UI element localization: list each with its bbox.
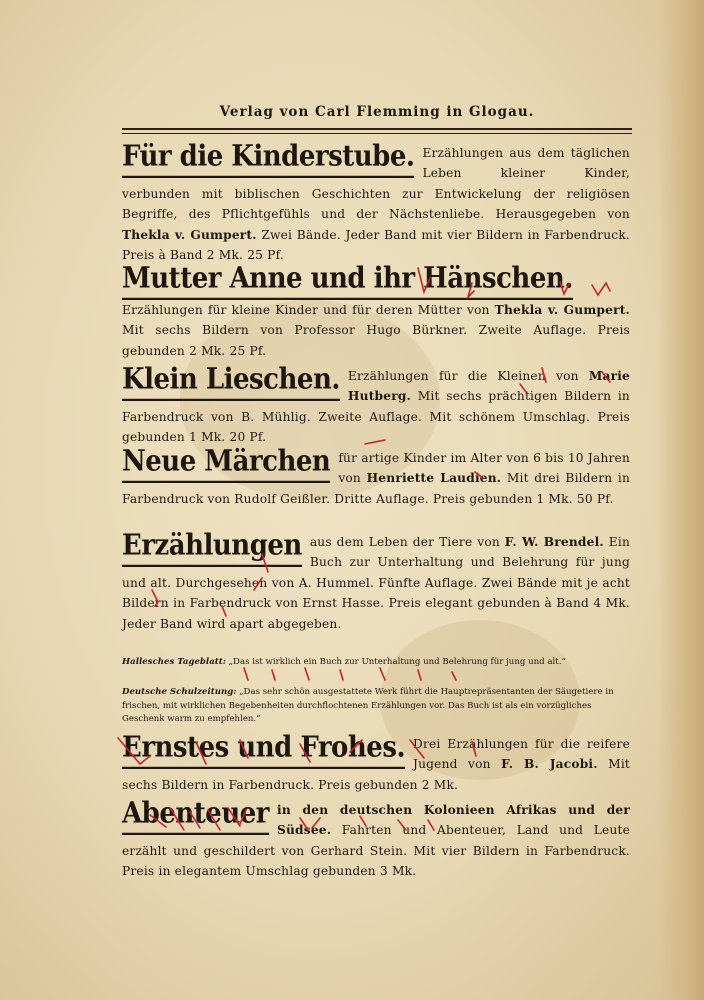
book-title: Abenteuer	[122, 796, 269, 835]
description-text: Mit sechs Bildern in Farbendruck. Preis gebunden 2 Mk.	[122, 757, 631, 792]
description-text: Erzählungen für kleine Kinder und für deren Mütter von	[122, 303, 490, 317]
book-title: Klein Lieschen.	[122, 362, 340, 401]
review-quote	[122, 686, 622, 727]
paper-edge	[658, 0, 704, 1000]
header-rule	[122, 128, 632, 134]
description-text: Fahrten und Abenteuer, Land und Leute erzählt und geschildert von Gerhard Stein. Mit vier Bildern in Farbendruck. Preis in elegantem Umschlag gebunden 3 Mk.	[122, 823, 631, 879]
description-text: Ein Buch zur Unterhaltung und Belehrung für jung und alt. Durchgesehen von A. Hummel. Fünfte Auflage. Zwei Bände mit je acht Bildern in Farbendruck von Ernst Hasse. Preis elegant gebunden à Band 4 Mk. Jeder Band wird apart abgegeben.	[122, 535, 630, 631]
book-entry	[122, 362, 631, 448]
book-title: Erzählungen	[122, 528, 302, 567]
description-text: Erzählungen aus dem täglichen Leben kleiner Kinder, verbunden mit biblischen Geschichten zur Entwickelung der religiösen Begriffe, des Pflichtgefühls und der Nächstenliebe. Herausgegeben von	[122, 146, 630, 222]
book-title: Für die Kinderstube.	[122, 139, 414, 178]
description-text: aus dem Leben der Tiere von	[309, 535, 500, 549]
book-entry	[122, 528, 630, 634]
book-entry	[122, 261, 631, 361]
review-text: „Das ist wirklich ein Buch zur Unterhaltung und Belehrung für jung und alt.“	[228, 657, 566, 667]
book-entry	[122, 444, 631, 509]
review-text: „Das sehr schön ausgestattete Werk führt die Hauptrepräsentanten der Säugetiere in frischen, mit wirklichen Begebenheiten durchflochtenen Erzählungen vor. Das Buch ist als ein vorzügliches Geschenk warm zu empfehlen.“	[122, 687, 614, 724]
author-name: Thekla v. Gumpert.	[122, 227, 257, 242]
review-quote	[122, 656, 622, 670]
author-name: Henriette Laudien.	[366, 471, 502, 486]
author-name: F. W. Brendel.	[504, 535, 604, 549]
author-name: F. B. Jacobi.	[501, 757, 598, 772]
author-name: Thekla v. Gumpert.	[494, 303, 631, 317]
book-title: Mutter Anne und ihr Hänschen.	[122, 261, 573, 300]
description-text: für artige Kinder im Alter von 6 bis 10 Jahren von	[338, 451, 630, 486]
description-text: Drei Erzählungen für die reifere Jugend von	[413, 737, 630, 772]
description-text: Zwei Bände. Jeder Band mit vier Bildern in Farbendruck. Preis à Band 2 Mk. 25 Pf.	[122, 227, 630, 263]
description-subtitle: in den deutschen Kolonieen Afrikas und der Südsee.	[277, 803, 630, 838]
description-text: Erzählungen für die Kleinen von	[347, 369, 579, 383]
author-name: Marie Hutberg.	[347, 369, 631, 404]
book-entry	[122, 139, 630, 265]
description-text: Mit drei Bildern in Farbendruck von Rudolf Geißler. Dritte Auflage. Preis gebunden 1 Mk. 50 Pf.	[122, 471, 631, 506]
review-source: Deutsche Schulzeitung:	[122, 687, 237, 697]
review-source: Hallesches Tageblatt:	[122, 657, 226, 667]
description-text: Mit sechs prächtigen Bildern in Farbendruck von B. Mühlig. Zweite Auflage. Mit schönem Umschlag. Preis gebunden 1 Mk. 20 Pf.	[122, 389, 630, 445]
description-text: Mit sechs Bildern von Professor Hugo Bürkner. Zweite Auflage. Preis gebunden 2 Mk. 25 Pf.	[122, 323, 630, 358]
book-title: Neue Märchen	[122, 444, 330, 483]
book-entry	[122, 796, 631, 882]
book-title: Ernstes und Frohes.	[122, 730, 405, 769]
book-entry	[122, 730, 631, 795]
publisher-header: Verlag von Carl Flemming in Glogau.	[219, 104, 535, 120]
